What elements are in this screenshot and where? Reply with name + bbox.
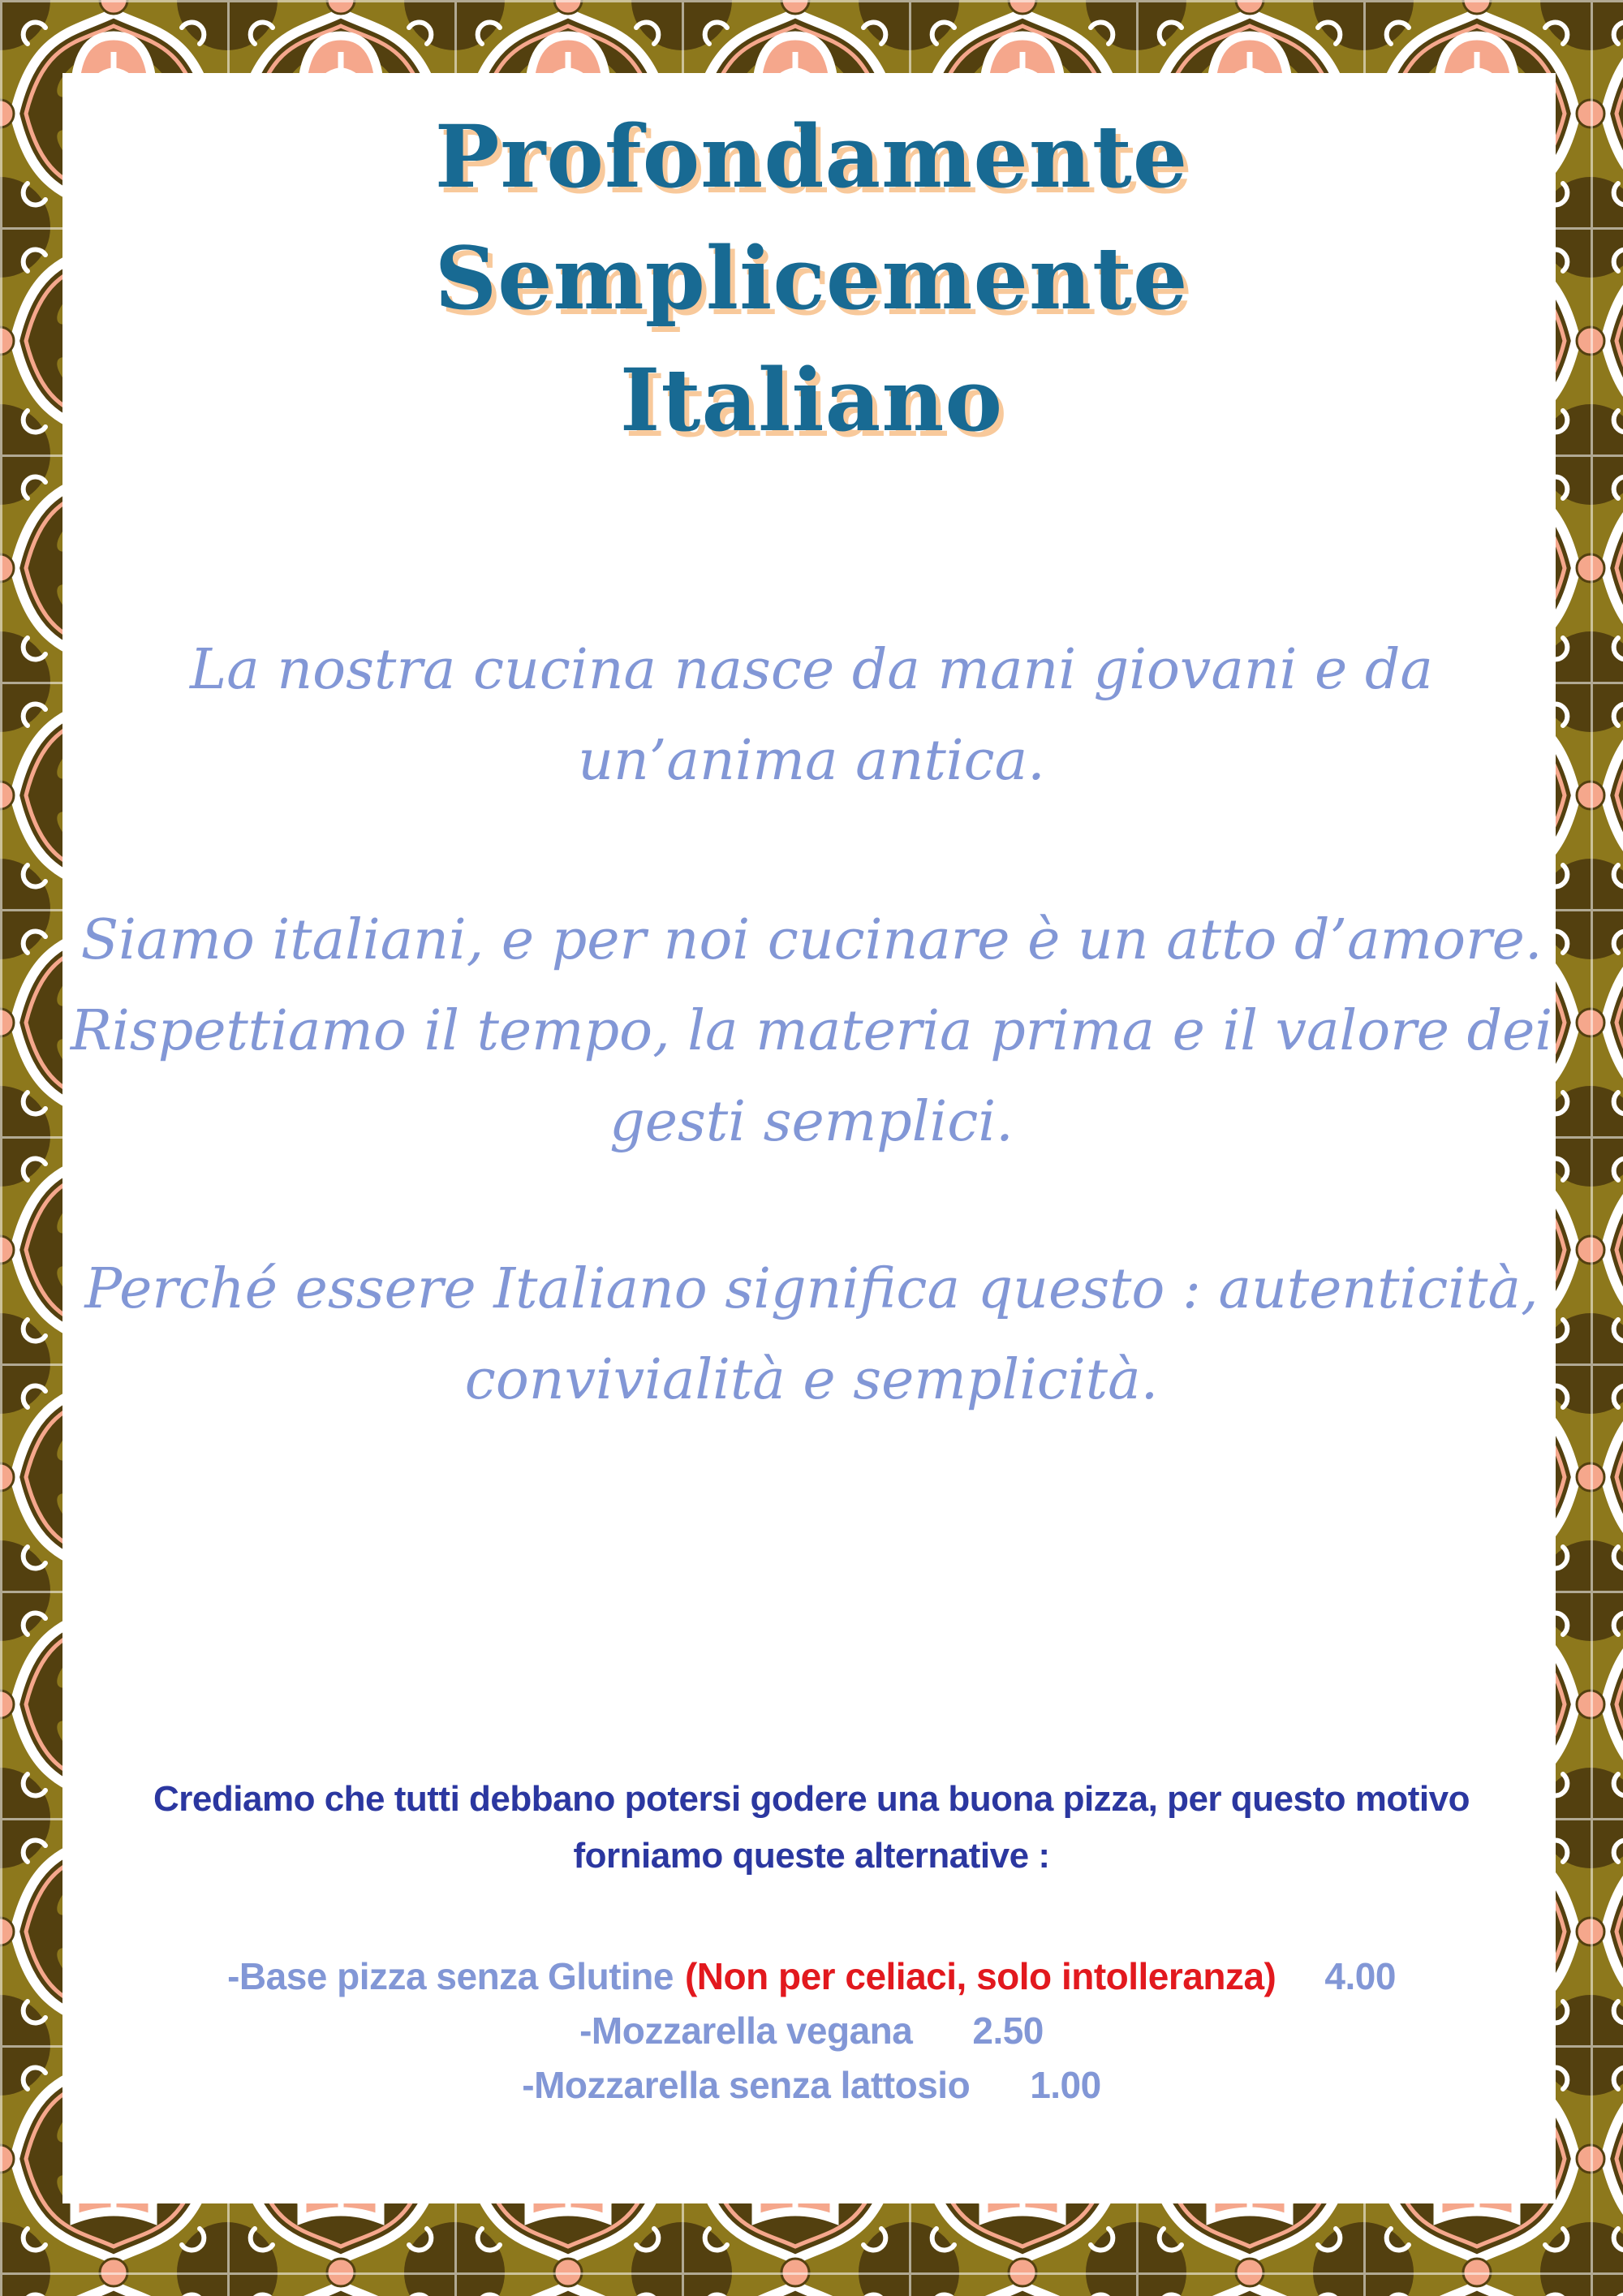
item-label: -Base pizza senza Glutine <box>227 1955 674 1997</box>
page-title <box>0 96 1623 461</box>
intro-p3-line-1: Perché essere Italiano significa questo : autenticità, <box>84 1257 1539 1321</box>
item-label: -Mozzarella vegana <box>579 2010 913 2052</box>
item-price: 1.00 <box>1030 2064 1101 2106</box>
intro-paragraph-1 <box>0 625 1623 807</box>
item-price: 2.50 <box>972 2010 1044 2052</box>
item-note: (Non per celiaci, solo intolleranza) <box>684 1955 1276 1997</box>
intro-p1-line-2: un’anima antica. <box>578 729 1045 793</box>
intro-p2-line-2: Rispettiamo il tempo, la materia prima e il valore dei <box>70 999 1553 1063</box>
intro-paragraph-2 <box>0 895 1623 1168</box>
intro-p3-line-2: convivialità e semplicità. <box>464 1348 1159 1412</box>
title-line-2: Semplicemente <box>434 227 1189 329</box>
alternatives-list <box>0 1949 1623 2113</box>
alternatives-heading-line-1: Crediamo che tutti debbano potersi godere una buona pizza, per questo motivo <box>153 1779 1470 1819</box>
alternatives-heading-line-2: forniamo queste alternative : <box>573 1836 1050 1876</box>
menu-item-row-gluten-free-base <box>0 1949 1623 2004</box>
title-line-1: Profondamente <box>434 106 1189 207</box>
intro-paragraph-3 <box>0 1244 1623 1426</box>
intro-p2-line-1: Siamo italiani, e per noi cucinare è un atto d’amore. <box>80 908 1543 972</box>
item-label: -Mozzarella senza lattosio <box>522 2064 971 2106</box>
intro-p1-line-1: La nostra cucina nasce da mani giovani e da <box>190 638 1433 702</box>
menu-item-row-vegan-mozzarella <box>0 2004 1623 2058</box>
item-price: 4.00 <box>1324 1955 1396 1997</box>
menu-item-row-lactose-free-mozzarella <box>0 2058 1623 2113</box>
title-line-3: Italiano <box>619 349 1004 450</box>
intro-p2-line-3: gesti semplici. <box>609 1090 1014 1154</box>
alternatives-heading <box>0 1771 1623 1885</box>
